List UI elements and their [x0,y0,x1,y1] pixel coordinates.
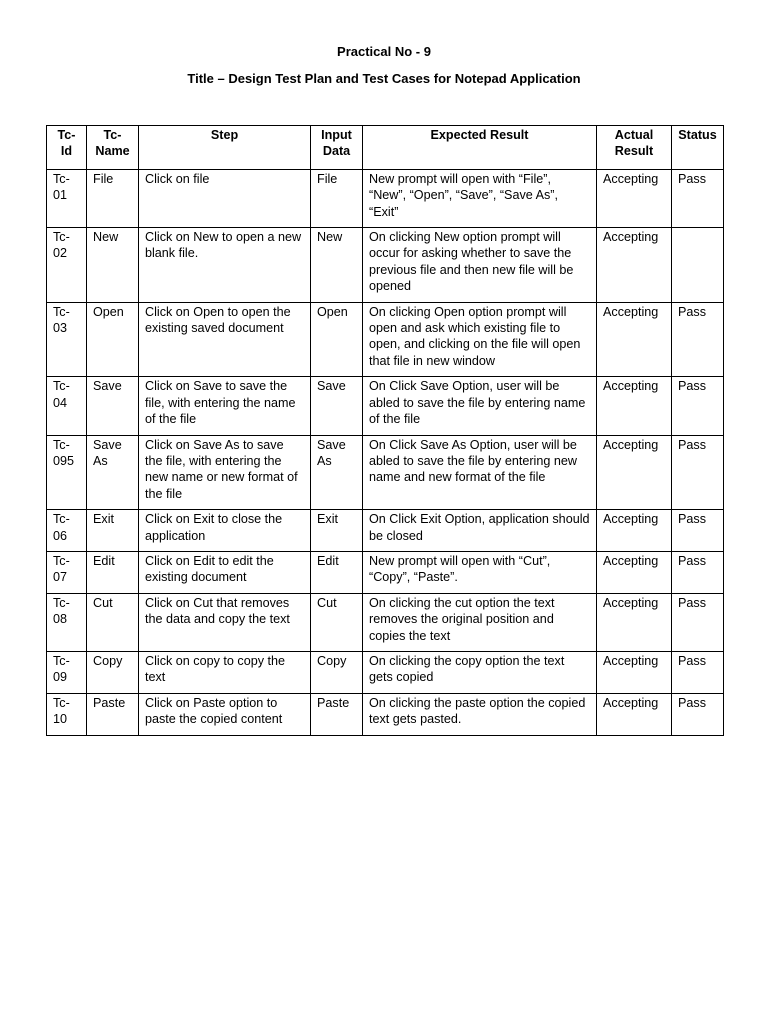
cell-tc-name: Edit [87,551,139,593]
cell-expected-result: On clicking Open option prompt will open and ask which existing file to open, and clicking on the file will open that file in new window [363,302,597,377]
cell-actual-result: Accepting [597,551,672,593]
cell-status: Pass [672,593,724,651]
cell-step: Click on Exit to close the application [139,510,311,552]
cell-input-data: Open [311,302,363,377]
document-title: Title – Design Test Plan and Test Cases for Notepad Application [187,71,581,86]
cell-actual-result: Accepting [597,435,672,510]
cell-input-data: Cut [311,593,363,651]
cell-actual-result: Accepting [597,651,672,693]
cell-input-data: Save As [311,435,363,510]
cell-tc-name: Paste [87,693,139,735]
table-row [47,651,724,693]
cell-tc-name: Exit [87,510,139,552]
table-row [47,693,724,735]
cell-tc-name: Cut [87,593,139,651]
cell-step: Click on New to open a new blank file. [139,228,311,303]
cell-status: Pass [672,169,724,227]
cell-tc-id: Tc-04 [47,377,87,435]
cell-status: Pass [672,651,724,693]
cell-tc-id: Tc-01 [47,169,87,227]
cell-tc-name: New [87,228,139,303]
cell-status: Pass [672,551,724,593]
table-row [47,228,724,303]
cell-tc-name: Save As [87,435,139,510]
cell-expected-result: On Click Save Option, user will be abled to save the file by entering name of the file [363,377,597,435]
cell-actual-result: Accepting [597,169,672,227]
header-status: Status [672,126,724,170]
cell-expected-result: New prompt will open with “Cut”, “Copy”, “Paste”. [363,551,597,593]
cell-actual-result: Accepting [597,593,672,651]
practical-heading: Practical No - 9 [337,44,431,59]
cell-status: Pass [672,377,724,435]
cell-actual-result: Accepting [597,377,672,435]
table-row [47,435,724,510]
cell-step: Click on copy to copy the text [139,651,311,693]
test-case-table [46,125,724,736]
table-row [47,302,724,377]
cell-expected-result: On clicking the paste option the copied text gets pasted. [363,693,597,735]
header-expected-result: Expected Result [363,126,597,170]
cell-tc-id: Tc-10 [47,693,87,735]
cell-input-data: New [311,228,363,303]
header-actual-result: Actual Result [597,126,672,170]
cell-tc-id: Tc-095 [47,435,87,510]
cell-step: Click on Save to save the file, with entering the name of the file [139,377,311,435]
cell-expected-result: On clicking the copy option the text gets copied [363,651,597,693]
cell-expected-result: On clicking the cut option the text removes the original position and copies the text [363,593,597,651]
cell-status: Pass [672,693,724,735]
cell-status: Pass [672,435,724,510]
cell-status [672,228,724,303]
cell-step: Click on Edit to edit the existing document [139,551,311,593]
table-row [47,169,724,227]
cell-actual-result: Accepting [597,302,672,377]
table-row [47,377,724,435]
cell-tc-name: Save [87,377,139,435]
cell-tc-id: Tc-02 [47,228,87,303]
cell-expected-result: On clicking New option prompt will occur for asking whether to save the previous file and then new file will be opened [363,228,597,303]
cell-step: Click on Cut that removes the data and copy the text [139,593,311,651]
cell-expected-result: New prompt will open with “File”, “New”, “Open”, “Save”, “Save As”, “Exit” [363,169,597,227]
cell-actual-result: Accepting [597,228,672,303]
table-header-row [47,126,724,170]
cell-input-data: Save [311,377,363,435]
table-row [47,551,724,593]
header-input-data: Input Data [311,126,363,170]
cell-tc-id: Tc-07 [47,551,87,593]
cell-expected-result: On Click Exit Option, application should be closed [363,510,597,552]
table-row [47,593,724,651]
cell-input-data: Copy [311,651,363,693]
cell-input-data: Paste [311,693,363,735]
header-tc-name: Tc-Name [87,126,139,170]
cell-input-data: Edit [311,551,363,593]
cell-status: Pass [672,510,724,552]
cell-step: Click on Save As to save the file, with entering the new name or new format of the file [139,435,311,510]
table-row [47,510,724,552]
cell-step: Click on Open to open the existing saved document [139,302,311,377]
header-step: Step [139,126,311,170]
cell-input-data: File [311,169,363,227]
cell-expected-result: On Click Save As Option, user will be abled to save the file by entering new name and new format of the file [363,435,597,510]
cell-tc-name: Copy [87,651,139,693]
cell-tc-name: Open [87,302,139,377]
cell-tc-id: Tc-06 [47,510,87,552]
cell-step: Click on Paste option to paste the copied content [139,693,311,735]
cell-tc-name: File [87,169,139,227]
cell-status: Pass [672,302,724,377]
cell-actual-result: Accepting [597,693,672,735]
cell-tc-id: Tc-09 [47,651,87,693]
cell-tc-id: Tc-08 [47,593,87,651]
cell-input-data: Exit [311,510,363,552]
cell-step: Click on file [139,169,311,227]
cell-tc-id: Tc-03 [47,302,87,377]
cell-actual-result: Accepting [597,510,672,552]
header-tc-id: Tc-Id [47,126,87,170]
